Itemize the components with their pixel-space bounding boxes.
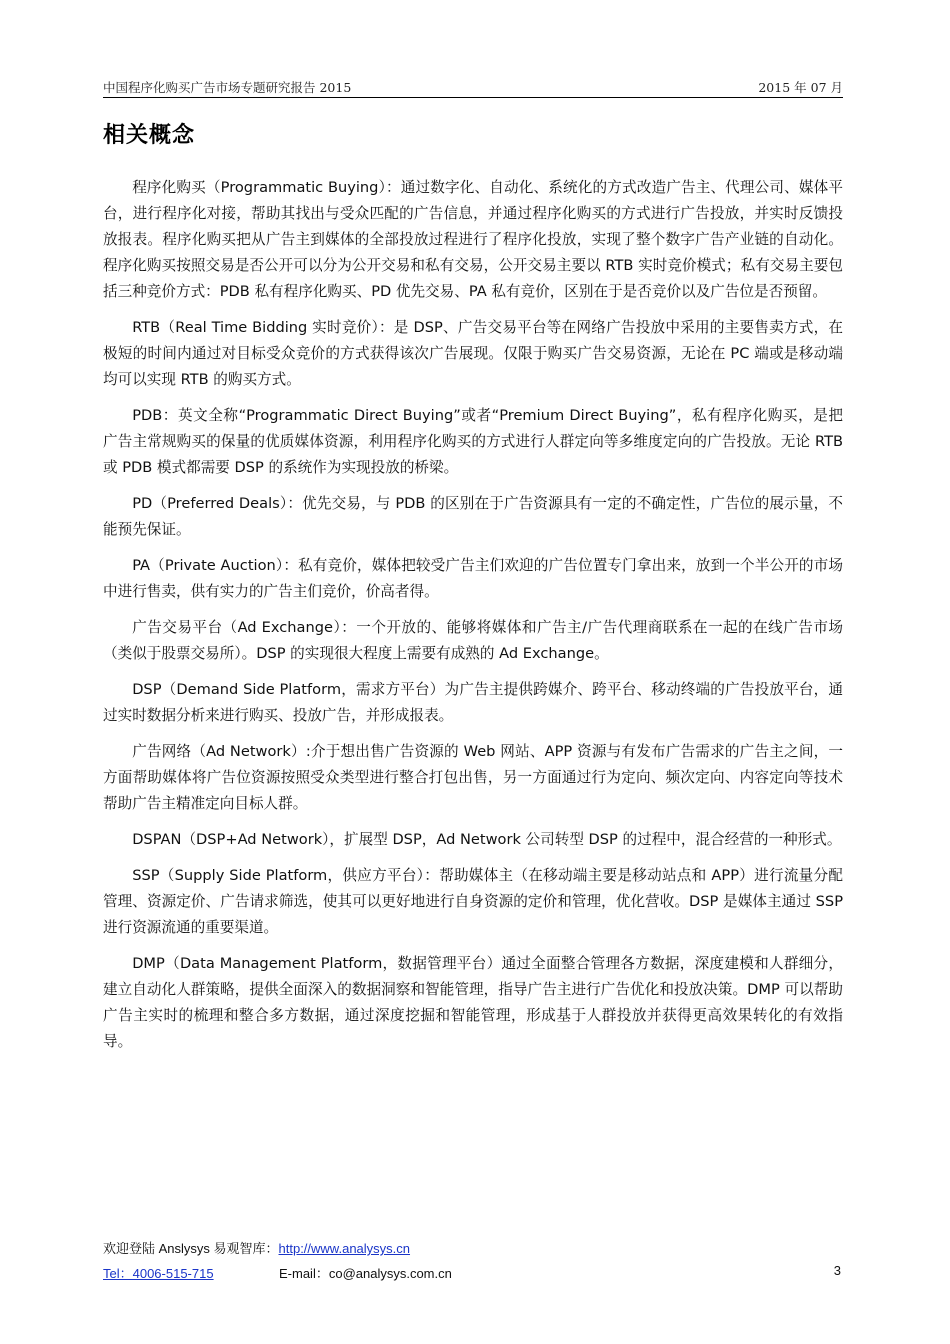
footer-contact-line (103, 1263, 843, 1283)
email-text: E-mail：co@analysys.com.cn (279, 1266, 452, 1281)
paragraph-programmatic-buying: 程序化购买（Programmatic Buying）：通过数字化、自动化、系统化的方式改造广告主、代理公司、媒体平台，进行程序化对接，帮助其找出与受众匹配的广告信息，并通过程序化购买的方式进行广告投放，并实时反馈投放报表。程序化购买把从广告主到媒体的全部投放过程进行了程序化投放，实现了整个数字广告产业链的自动化。程序化购买按照交易是否公开可以分为公开交易和私有交易，公开交易主要以 RTB 实时竞价模式；私有交易主要包括三种竞价方式：PDB 私有程序化购买、PD 优先交易、PA 私有竞价，区别在于是否竞价以及广告位是否预留。 (103, 179, 843, 300)
paragraph-dspan: DSPAN（DSP+Ad Network），扩展型 DSP，Ad Network 公司转型 DSP 的过程中，混合经营的一种形式。 (132, 831, 842, 848)
report-title: 中国程序化购买广告市场专题研究报告 2015 (103, 80, 352, 95)
paragraph-pd: PD（Preferred Deals）：优先交易，与 PDB 的区别在于广告资源具有一定的不确定性，广告位的展示量，不能预先保证。 (103, 495, 843, 538)
paragraph-rtb: RTB（Real Time Bidding 实时竞价）：是 DSP、广告交易平台等在网络广告投放中采用的主要售卖方式，在极短的时间内通过对目标受众竞价的方式获得该次广告展现。仅限于购买广告交易资源，无论在 PC 端或是移动端均可以实现 RTB 的购买方式。 (103, 319, 843, 388)
paragraph-ad-network: 广告网络（Ad Network）:介于想出售广告资源的 Web 网站、APP 资源与有发布广告需求的广告主之间，一方面帮助媒体将广告位资源按照受众类型进行整合打包出售，另一方面通过行为定向、频次定向、内容定向等技术帮助广告主精准定向目标人群。 (103, 743, 843, 812)
report-date: 2015 年 07 月 (758, 80, 843, 95)
paragraph-pdb: PDB：英文全称“Programmatic Direct Buying”或者“Premium Direct Buying”，私有程序化购买，是把广告主常规购买的保量的优质媒体资源，利用程序化购买的方式进行人群定向等多维度定向的广告投放。无论 RTB 或 PDB 模式都需要 DSP 的系统作为实现投放的桥梁。 (103, 407, 843, 476)
welcome-text: 欢迎登陆 Anslysys 易观智库： (103, 1241, 279, 1256)
content-body (103, 175, 843, 1065)
paragraph-ssp: SSP（Supply Side Platform，供应方平台）：帮助媒体主（在移动端主要是移动站点和 APP）进行流量分配管理、资源定价、广告请求筛选，使其可以更好地进行自身资源的定价和管理，优化营收。DSP 是媒体主通过 SSP 进行资源流通的重要渠道。 (103, 867, 843, 936)
tel-link[interactable]: Tel：4006-515-715 (103, 1266, 214, 1281)
page-number: 3 (833, 1263, 841, 1278)
page-header (103, 76, 843, 96)
paragraph-dsp: DSP（Demand Side Platform，需求方平台）为广告主提供跨媒介、跨平台、移动终端的广告投放平台，通过实时数据分析来进行购买、投放广告，并形成报表。 (103, 681, 843, 724)
paragraph-ad-exchange: 广告交易平台（Ad Exchange）：一个开放的、能够将媒体和广告主/广告代理商联系在一起的在线广告市场（类似于股票交易所）。DSP 的实现很大程度上需要有成熟的 Ad Exchange。 (103, 619, 843, 662)
paragraph-dmp: DMP（Data Management Platform，数据管理平台）通过全面整合管理各方数据，深度建模和人群细分，建立自动化人群策略，提供全面深入的数据洞察和智能管理，指导广告主进行广告优化和投放决策。DMP 可以帮助广告主实时的梳理和整合多方数据，通过深度挖掘和智能管理，形成基于人群投放并获得更高效果转化的有效指导。 (103, 955, 843, 1050)
website-link[interactable]: http://www.analysys.cn (278, 1241, 411, 1256)
header-divider (103, 97, 843, 98)
footer-welcome-line (103, 1238, 410, 1257)
section-title: 相关概念 (103, 123, 196, 148)
paragraph-pa: PA（Private Auction）：私有竞价，媒体把较受广告主们欢迎的广告位置专门拿出来，放到一个半公开的市场中进行售卖，供有实力的广告主们竞价，价高者得。 (103, 557, 843, 600)
